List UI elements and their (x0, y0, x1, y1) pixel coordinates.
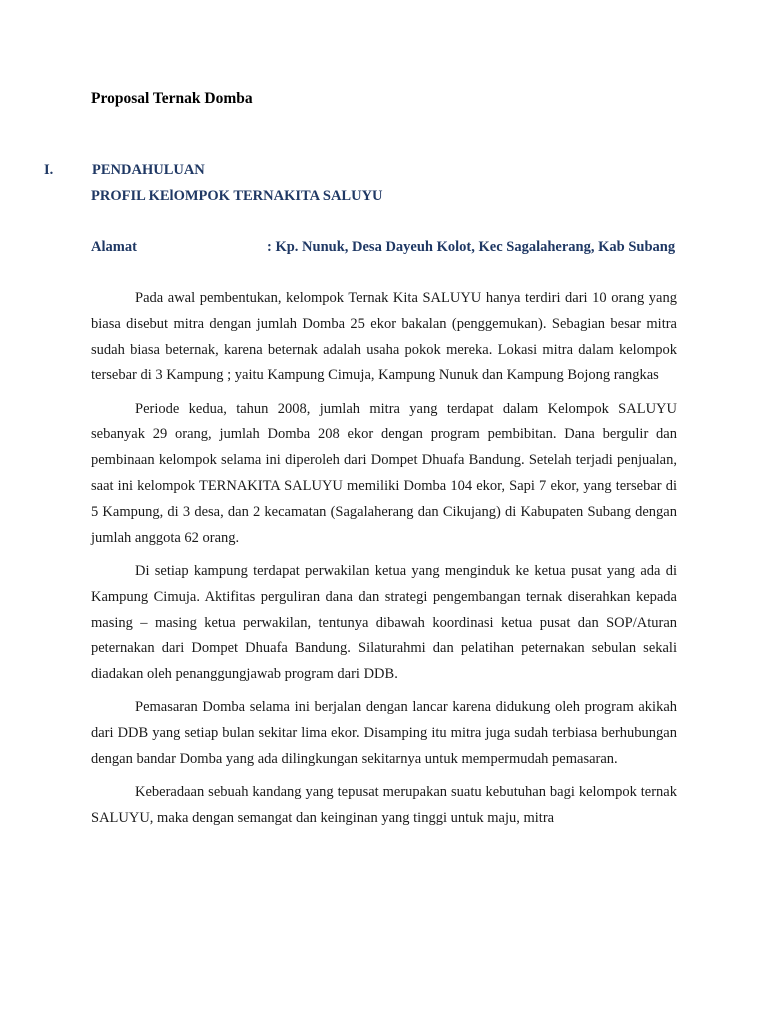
address-label: Alamat (91, 239, 137, 255)
paragraph: Pemasaran Domba selama ini berjalan dengan lancar karena didukung oleh program akikah dari DDB yang setiap bulan sekitar lima ekor. Disamping itu mitra juga sudah terbiasa berhubungan dengan bandar Domba yang ada dilingkungan sekitarnya untuk mempermudah pemasaran. (91, 699, 677, 768)
paragraph: Di setiap kampung terdapat perwakilan ketua yang menginduk ke ketua pusat yang ada di Kampung Cimuja. Aktifitas perguliran dana dan strategi pengembangan ternak diserahkan kepada masing – masing ketua perwakilan, tentunya dibawah koordinasi ketua pusat dan SOP/Aturan peternakan dari Dompet Dhuafa Bandung. Silaturahmi dan pelatihan peternakan sebulan sekali diadakan oleh penanggungjawab program dari DDB. (91, 562, 677, 683)
section-title: PENDAHULUAN (92, 162, 205, 178)
paragraph: Periode kedua, tahun 2008, jumlah mitra yang terdapat dalam Kelompok SALUYU sebanyak 29 orang, jumlah Domba 208 ekor dengan program pembibitan. Dana bergulir dan pembinaan kelompok selama ini diperoleh dari Dompet Dhuafa Bandung. Setelah terjadi penjualan, saat ini kelompok TERNAKITA SALUYU memiliki Domba 104 ekor, Sapi 7 ekor, yang tersebar di 5 Kampung, di 3 desa, dan 2 kecamatan (Sagalaherang dan Cikujang) di Kabupaten Subang dengan jumlah anggota 62 orang. (91, 400, 677, 546)
body-text (91, 286, 677, 839)
address-value: : Kp. Nunuk, Desa Dayeuh Kolot, Kec Sagalaherang, Kab Subang (267, 239, 676, 255)
section-subtitle: PROFIL KElOMPOK TERNAKITA SALUYU (91, 188, 383, 204)
paragraph: Keberadaan sebuah kandang yang tepusat merupakan suatu kebutuhan bagi kelompok ternak SALUYU, maka dengan semangat dan keinginan yang tinggi untuk maju, mitra (91, 784, 677, 827)
paragraph: Pada awal pembentukan, kelompok Ternak Kita SALUYU hanya terdiri dari 10 orang yang biasa disebut mitra dengan jumlah Domba 25 ekor bakalan (penggemukan). Sebagian besar mitra sudah biasa beternak, karena beternak adalah usaha pokok mereka. Lokasi mitra dalam kelompok tersebar di 3 Kampung ; yaitu Kampung Cimuja, Kampung Nunuk dan Kampung Bojong rangkas (91, 290, 677, 384)
address-block (91, 238, 677, 256)
document-title: Proposal Ternak Domba (91, 90, 253, 107)
section-number: I. (44, 162, 54, 178)
